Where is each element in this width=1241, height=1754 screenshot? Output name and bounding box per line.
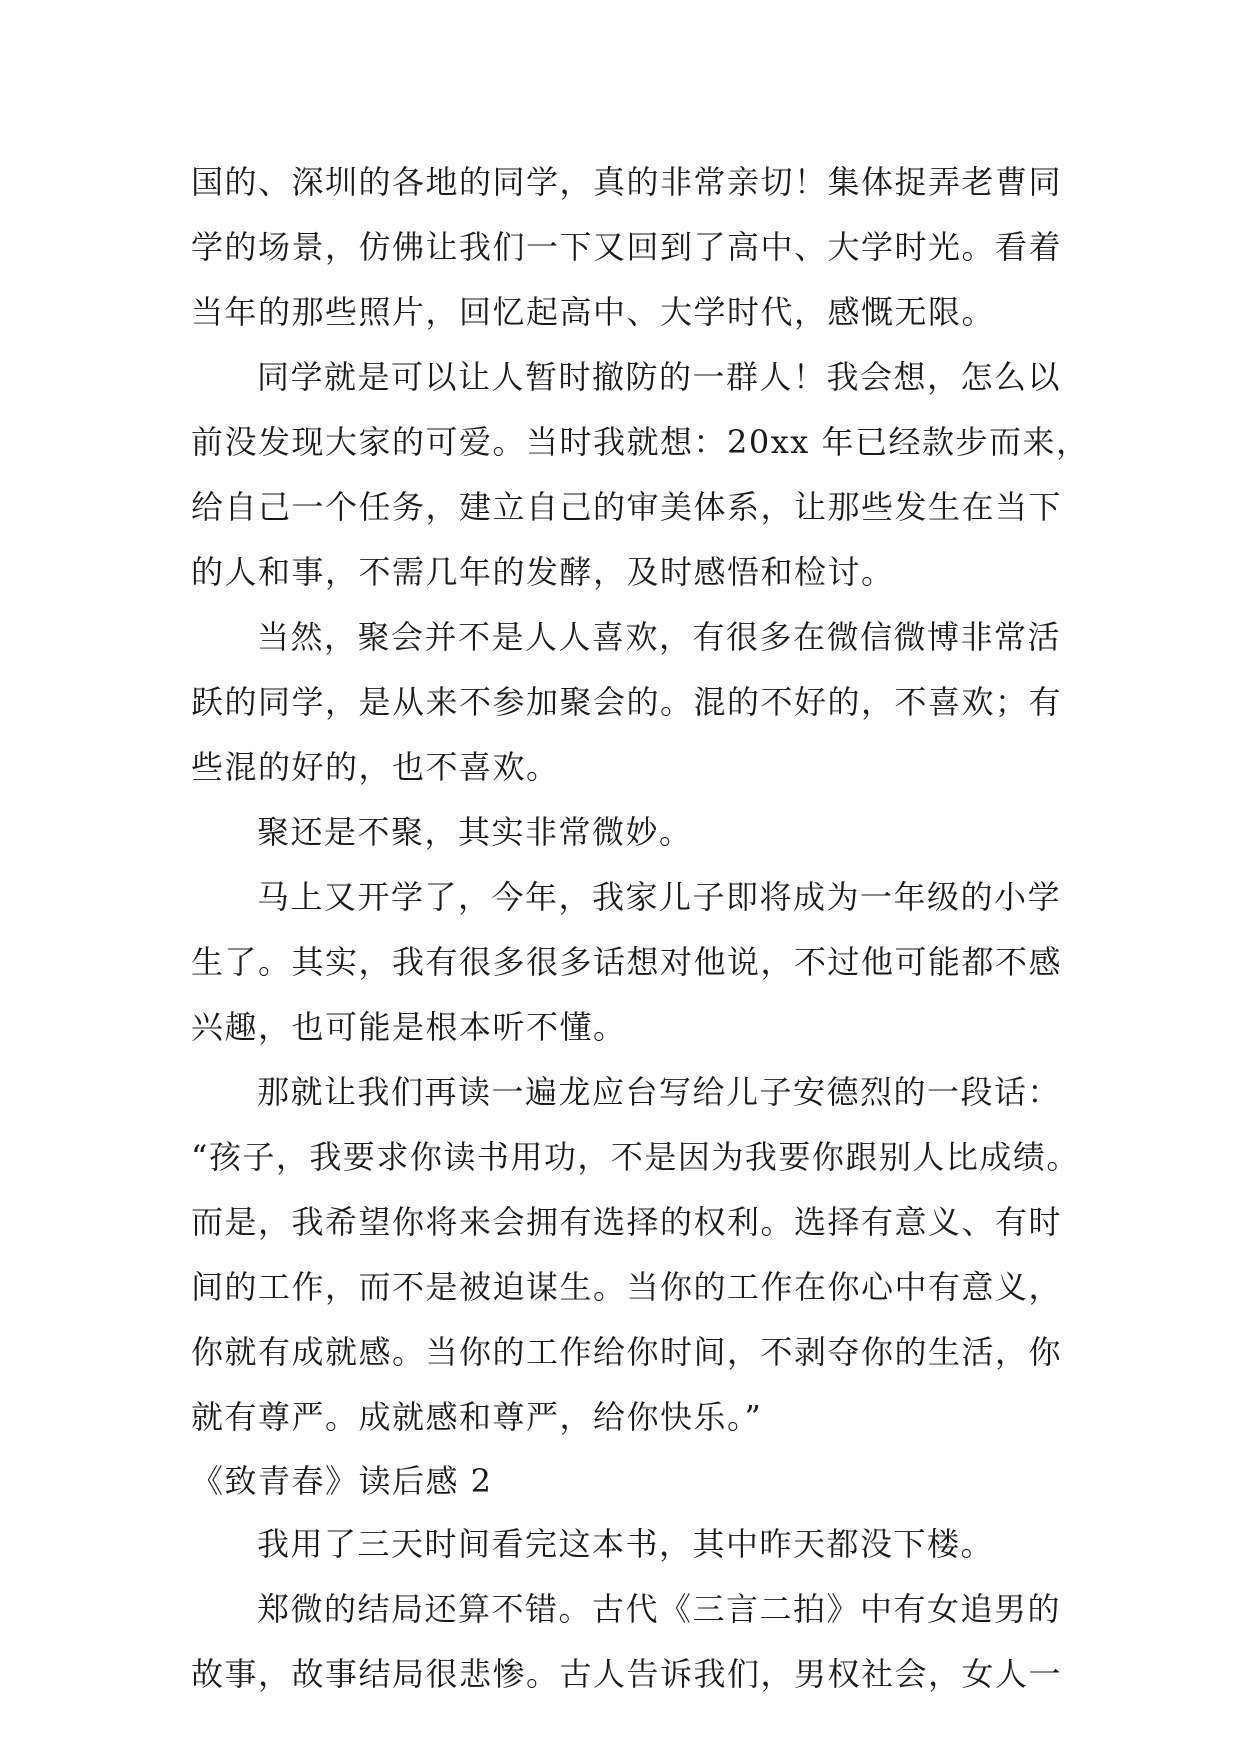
- essay-part-1: [191, 150, 1090, 1450]
- text-line: 些混的好的，也不喜欢。: [191, 748, 560, 786]
- text-line: 而是，我希望你将来会拥有选择的权利。选择有意义、有时: [191, 1203, 1063, 1241]
- text-line: 间的工作，而不是被迫谋生。当你的工作在你心中有意义，: [191, 1268, 1063, 1306]
- text-line: 同学就是可以让人暂时撤防的一群人！我会想，怎么以: [257, 358, 1062, 396]
- text-line: 当然，聚会并不是人人喜欢，有很多在微信微博非常活: [257, 618, 1062, 656]
- text-line: 你就有成就感。当你的工作给你时间，不剥夺你的生活，你: [191, 1333, 1063, 1371]
- text-line: 聚还是不聚，其实非常微妙。: [257, 813, 693, 851]
- essay-part-2: [191, 1512, 1063, 1707]
- text-line: 国的、深圳的各地的同学，真的非常亲切！集体捉弄老曹同: [191, 163, 1063, 201]
- text-line: 的人和事，不需几年的发酵，及时感悟和检讨。: [191, 553, 895, 591]
- text-line: 马上又开学了，今年，我家儿子即将成为一年级的小学: [257, 878, 1062, 916]
- text-line: 兴趣，也可能是根本听不懂。: [191, 1008, 627, 1046]
- text-line: 郑微的结局还算不错。古代《三言二拍》中有女追男的: [257, 1590, 1062, 1628]
- text-line: 给自己一个任务，建立自己的审美体系，让那些发生在当下: [191, 488, 1063, 526]
- text-line: 就有尊严。成就感和尊严，给你快乐。”: [191, 1398, 763, 1436]
- text-line: 跃的同学，是从来不参加聚会的。混的不好的，不喜欢；有: [191, 683, 1063, 721]
- text-line: 我用了三天时间看完这本书，其中昨天都没下楼。: [257, 1525, 995, 1563]
- text-line: 故事，故事结局很悲惨。古人告诉我们，男权社会，女人一: [191, 1655, 1063, 1693]
- text-line: 那就让我们再读一遍龙应台写给儿子安德烈的一段话：: [257, 1073, 1062, 1111]
- text-line: 学的场景，仿佛让我们一下又回到了高中、大学时光。看着: [191, 228, 1063, 266]
- text-line: 前没发现大家的可爱。当时我就想：20xx 年已经款步而来，: [191, 423, 1090, 461]
- text-line: 生了。其实，我有很多很多话想对他说，不过他可能都不感: [191, 943, 1063, 981]
- text-line: 当年的那些照片，回忆起高中、大学时代，感慨无限。: [191, 293, 996, 331]
- text-line: “孩子，我要求你读书用功，不是因为我要你跟别人比成绩。: [191, 1138, 1080, 1176]
- section-title: 《致青春》读后感 2: [191, 1462, 493, 1500]
- document-body: [191, 150, 1090, 1707]
